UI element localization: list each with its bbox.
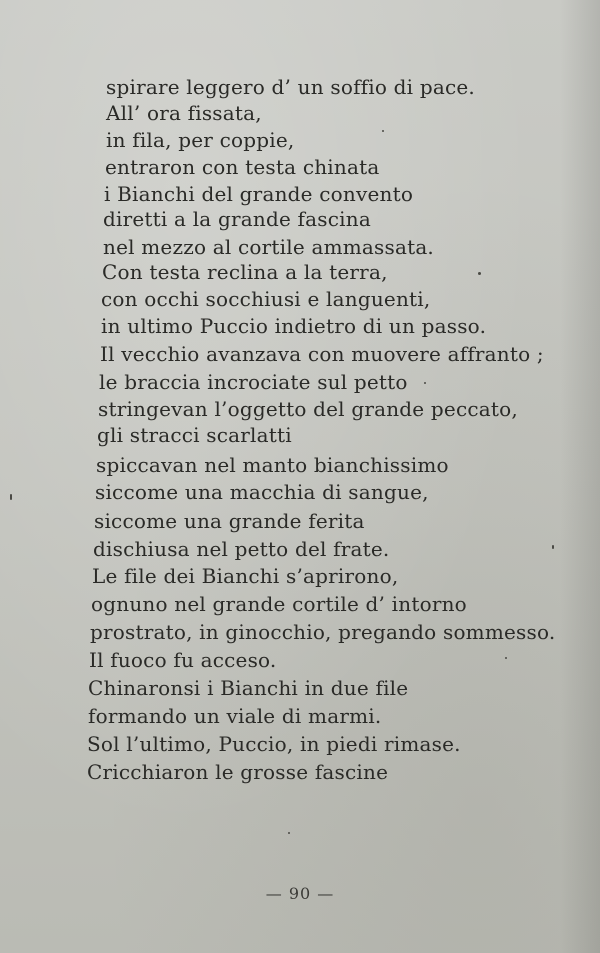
poem-line: in ultimo Puccio indietro di un passo. [101,314,487,338]
poem-line: in fila, per coppie, [106,128,295,152]
poem-line: siccome una macchia di sangue, [95,480,429,504]
poem-line: Chinaronsi i Bianchi in due file [88,676,409,700]
paper-speck [288,832,290,834]
poem-line: Con testa reclina a la terra, [102,260,388,284]
paper-speck [10,494,12,500]
poem-line: nel mezzo al cortile ammassata. [103,235,434,259]
poem-line: Il fuoco fu acceso. [89,648,277,672]
poem-line: Il vecchio avanzava con muovere affranto ; [100,342,544,366]
paper-speck [478,272,481,275]
paper-speck [424,382,426,384]
paper-speck [505,657,507,659]
poem-line: Cricchiaron le grosse fascine [87,760,389,784]
poem-line: spirare leggero d’ un soffio di pace. [106,75,475,99]
poem-line: gli stracci scarlatti [97,423,292,447]
poem-line: con occhi socchiusi e languenti, [101,287,431,311]
poem-line: formando un viale di marmi. [88,704,382,728]
poem-line: dischiusa nel petto del frate. [93,537,390,561]
poem-line: siccome una grande ferita [94,509,365,533]
poem-line: entraron con testa chinata [105,155,380,179]
poem-line: All’ ora fissata, [106,101,262,125]
paper-speck [382,130,384,132]
poem-line: diretti a la grande fascina [103,207,371,231]
poem-line: stringevan l’oggetto del grande peccato, [98,397,518,421]
page-number: — 90 — [265,884,335,903]
paper-speck [552,545,554,549]
poem-line: spiccavan nel manto bianchissimo [96,453,449,477]
poem-line: ognuno nel grande cortile d’ intorno [91,592,467,616]
poem-line: Le file dei Bianchi s’aprirono, [92,564,399,588]
poem-line: Sol l’ultimo, Puccio, in piedi rimase. [87,732,461,756]
poem-line: le braccia incrociate sul petto [99,370,408,394]
poem-line: prostrato, in ginocchio, pregando sommesso. [90,620,556,644]
poem-line: i Bianchi del grande convento [104,182,414,206]
